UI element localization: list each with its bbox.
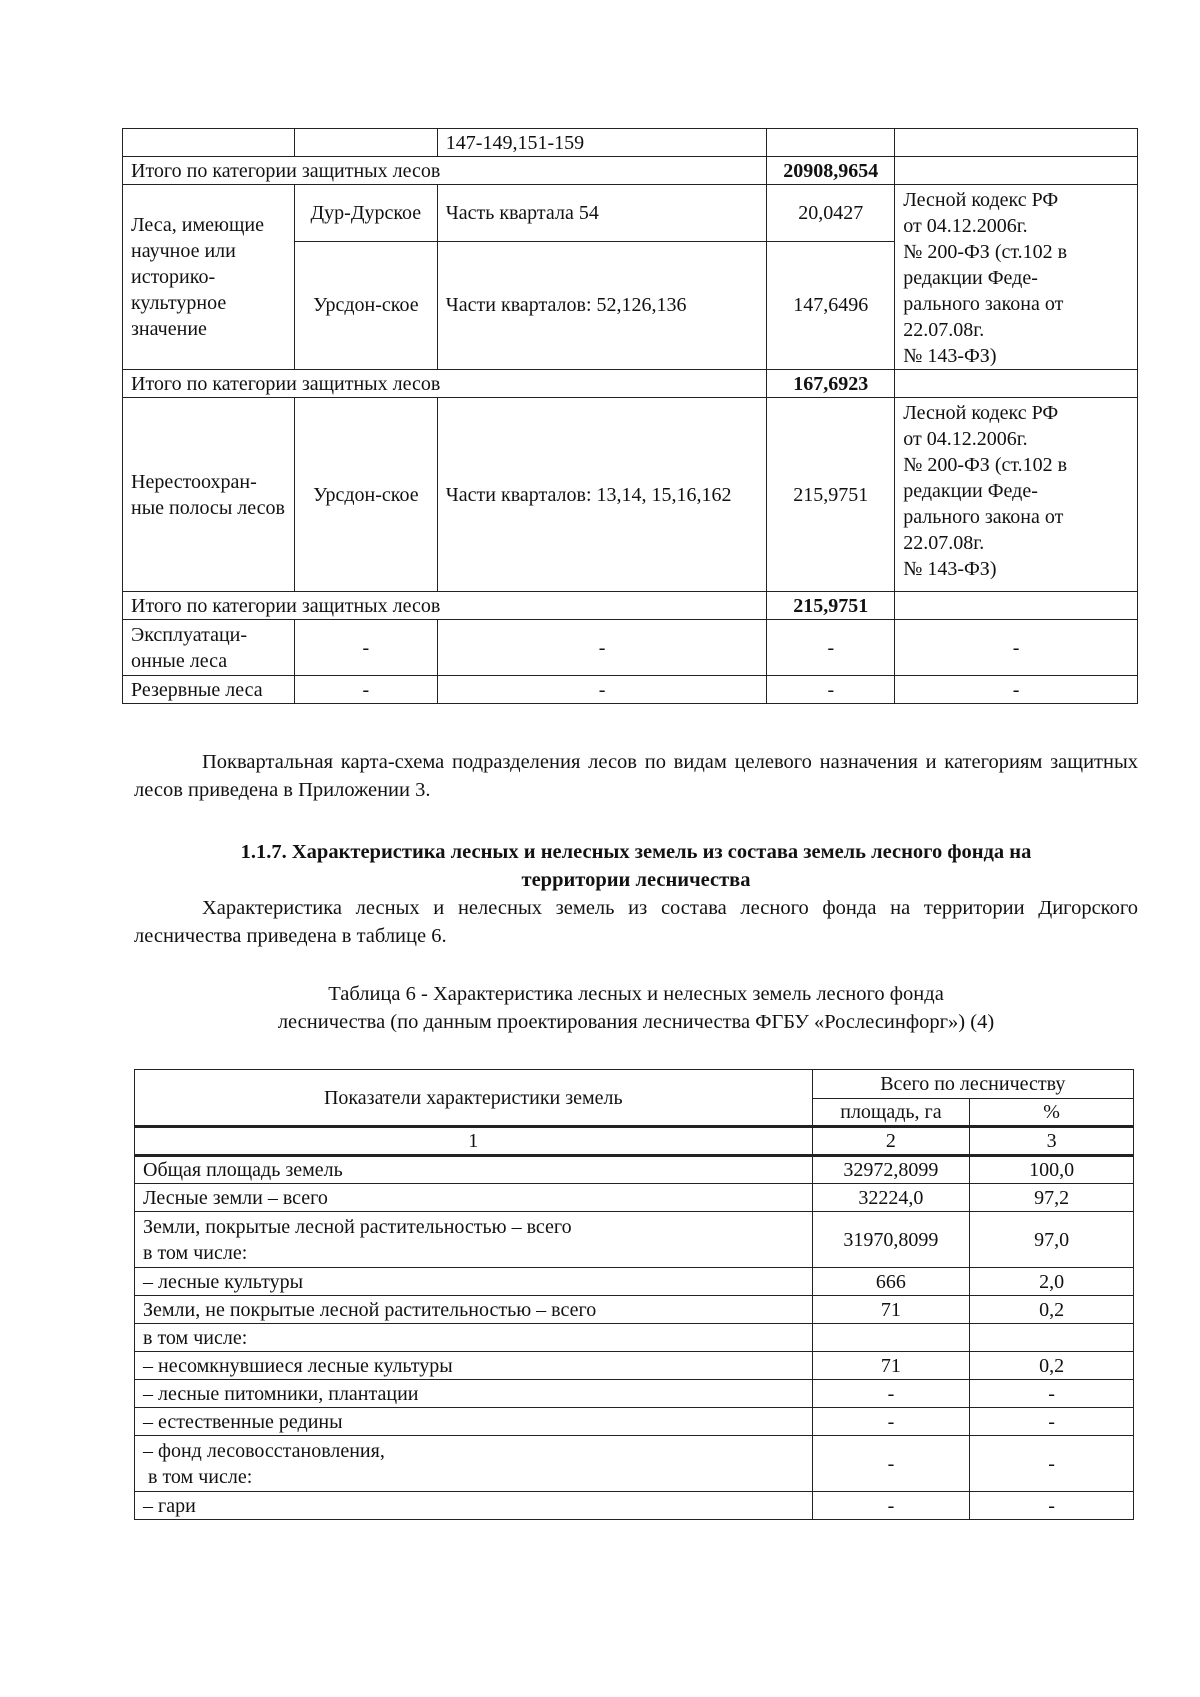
table-row: – фонд лесовосстановления, в том числе: - - (135, 1436, 1134, 1492)
total-row (123, 157, 1138, 185)
area-cell: 215,9751 (767, 398, 895, 592)
total-row (123, 370, 1138, 398)
map-scheme-paragraph: Поквартальная карта-схема подразделения лесов по видам целевого назначения и категориям защитных лесов приведена в Приложении 3. (134, 751, 1138, 801)
table-row: – гари - - (135, 1492, 1134, 1520)
indicators-header: Показатели характеристики земель (135, 1070, 813, 1127)
table-row: – естественные редины - - (135, 1408, 1134, 1436)
total-row (123, 592, 1138, 620)
quarters-cell: 147-149,151-159 (437, 129, 767, 157)
table-row: – лесные культуры 666 2,0 (135, 1268, 1134, 1296)
total-value: 167,6923 (767, 370, 895, 398)
table-row (123, 185, 1138, 242)
legal-basis-cell: Лесной кодекс РФ от 04.12.2006г. № 200-ФЗ (ст.102 в редакции Феде- рального закона от 22.07.08г. № 143-ФЗ) (895, 398, 1138, 592)
table-row: Земли, покрытые лесной растительностью – всего в том числе: 31970,8099 97,0 (135, 1212, 1134, 1268)
column-number-row: 1 2 3 (135, 1127, 1134, 1156)
header-row (135, 1070, 1134, 1099)
table-row (123, 398, 1138, 592)
forestry-cell: Урсдон-ское (294, 241, 437, 369)
category-cell: Эксплуатаци-онные леса (123, 620, 295, 676)
total-label: Итого по категории защитных лесов (123, 157, 767, 185)
protective-forests-table (122, 128, 1138, 704)
table-row: Земли, не покрытые лесной растительностью – всего 71 0,2 (135, 1296, 1134, 1324)
table-row: в том числе: (135, 1324, 1134, 1352)
table6-caption: Таблица 6 - Характеристика лесных и нелесных земель лесного фонда лесничества (по данным проектирования лесничества ФГБУ «Рослесинфорг») (4) (277, 983, 995, 1033)
total-header: Всего по лесничеству (812, 1070, 1133, 1099)
quarters-cell: Часть квартала 54 (437, 185, 767, 242)
table-row (123, 129, 1138, 157)
quarters-cell: Части кварталов: 52,126,136 (437, 241, 767, 369)
table-row: Лесные земли – всего 32224,0 97,2 (135, 1184, 1134, 1212)
quarters-cell: Части кварталов: 13,14, 15,16,162 (437, 398, 767, 592)
area-header: площадь, га (812, 1099, 970, 1127)
section-heading: 1.1.7. Характеристика лесных и нелесных земель из состава земель лесного фонда на территории лесничества (240, 841, 1032, 891)
category-cell: Резервные леса (123, 676, 295, 704)
table-row: – лесные питомники, плантации - - (135, 1380, 1134, 1408)
land-characteristics-table (134, 1069, 1134, 1520)
total-label: Итого по категории защитных лесов (123, 592, 767, 620)
area-cell: 147,6496 (767, 241, 895, 369)
table-row: Резервные леса - - - - (123, 676, 1138, 704)
total-value: 215,9751 (767, 592, 895, 620)
category-cell: Нерестоохран-ные полосы лесов (123, 398, 295, 592)
section-text: Характеристика лесных и нелесных земель из состава лесного фонда на территории Дигорского лесничества приведена в таблице 6. (134, 897, 1138, 947)
table-row: Эксплуатаци-онные леса - - - - (123, 620, 1138, 676)
pct-header: % (970, 1099, 1134, 1127)
table-row: – несомкнувшиеся лесные культуры 71 0,2 (135, 1352, 1134, 1380)
total-label: Итого по категории защитных лесов (123, 370, 767, 398)
table-row: Общая площадь земель 32972,8099 100,0 (135, 1156, 1134, 1184)
area-cell: 20,0427 (767, 185, 895, 242)
legal-basis-cell: Лесной кодекс РФ от 04.12.2006г. № 200-ФЗ (ст.102 в редакции Феде- рального закона от 22.07.08г. № 143-ФЗ) (895, 185, 1138, 370)
forestry-cell: Урсдон-ское (294, 398, 437, 592)
total-value: 20908,9654 (767, 157, 895, 185)
category-cell: Леса, имеющие научное или историко-культурное значение (123, 185, 295, 370)
forestry-cell: Дур-Дурское (294, 185, 437, 242)
